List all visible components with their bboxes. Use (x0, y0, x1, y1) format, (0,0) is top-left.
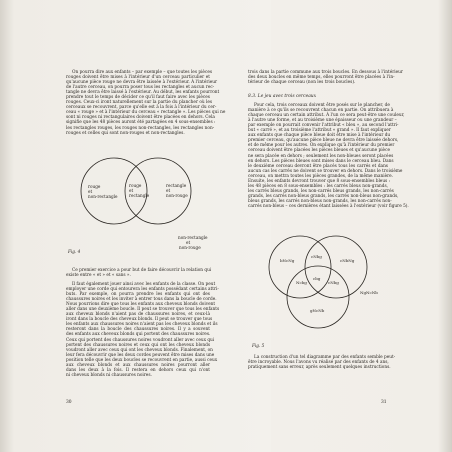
text-line: Il faut également jouer ainsi avec les enfants de la classe. On peut (72, 282, 216, 287)
text-line: bleus grands, les carrés non-bleus non-grands, les non-carrés non- (248, 198, 392, 204)
text-line: ni cheveux blonds ni chaussures noires. (66, 372, 152, 378)
text-line: rouges et celles qui sont non-rouges et non-rectangles. (66, 130, 185, 136)
label-center: rouge et rectangle (129, 183, 150, 198)
text-line: Pour cela, trois cerceaux doivent être posés sur le plancher, de (254, 103, 390, 109)
text-line: ceau « rouge » et à l'intérieur du cerceau « rectangle ». Les pièces qui ne (66, 110, 226, 116)
text-line: employer une corde qui entourera les enfants possédant certains attri- (66, 287, 219, 293)
text-line: manière à ce qu'ils se recouvrent chacun en partie. On attribuera à (248, 108, 394, 114)
text-line: Nous pourrions dire que tous les enfants aux cheveux blonds doivent (66, 302, 216, 308)
label-mid-right: cNbg (328, 280, 339, 285)
page-number: 31 (381, 400, 387, 405)
text-line: aucun cas les carrés ne doivent se trouver en dehors. Dans le troisième (248, 168, 403, 174)
text-line: La construction d'un tel diagramme par des enfants semble peut- (254, 355, 396, 360)
text-line: dans les deux à la fois. Il restera en dehors ceux qui n'ont (66, 367, 210, 373)
label-outside: non-rectangle et non-rouge (178, 235, 208, 250)
left-paragraph-2 (66, 268, 210, 278)
text-line: aux cheveux blonds et aux chaussures noires pourront aller (66, 362, 210, 368)
text-line: Ensuite, les enfants devront trouver que 8 sous-ensembles bleus : (248, 178, 391, 184)
text-line: aux cheveux blonds n'aient pas de chaussures noires, et ceux-là (66, 312, 210, 318)
text-line: ne sera placée en dehors ; seulement les non-bleues seront placées (248, 153, 394, 159)
text-line: qu'aucune pièce rouge ne devra être laissée à l'extérieur. À l'intérieur (66, 80, 218, 86)
right-section (248, 90, 409, 209)
label-top-left: bNcNg (280, 258, 295, 263)
section-heading: 8.3. Le jeu avec trois cerceaux (248, 94, 317, 99)
figure-caption: Fig. 4 (68, 249, 81, 254)
text-line: des enfants aux cheveux blonds qui portent des chaussures noires. (66, 332, 211, 338)
text-line: trois dans la partie commune aux trois boucles. En dessous à l'intérieur (248, 70, 403, 75)
text-line: cerceaux se recouvrent, parce qu'elle est à la fois à l'intérieur du cer- (66, 105, 217, 111)
text-line: existe entre « et » et « sans ». (66, 273, 131, 279)
text-line: leur fera découvrir que les deux cordes peuvent être mises dans une (66, 352, 215, 358)
text-line: de l'autre cerceau, on pourra poser tous les rectangles et aucun rec- (66, 85, 215, 91)
text-line: aux enfants que chaque pièce bleue doit être mise à l'intérieur du (248, 133, 391, 139)
text-line: être incroyable. Nous l'avons vu réalisé par des enfants de 4 ans, (248, 360, 389, 366)
text-line: premier cerceau, qu'aucune pièce bleue ne devra être laissée dehors, (248, 138, 399, 144)
figure-caption: Fig. 5 (252, 343, 265, 348)
label-top-center: cNbg (311, 254, 322, 259)
text-line: carrés non-bleus – ces dernières étant laissées à l'extérieur (voir figure 5). (248, 203, 409, 209)
text-line: but « carré », et au troisième l'attribut « grand ». Il faut expliquer (248, 128, 391, 134)
text-line: tangle ne devra être laissé à l'extérieur. Au début, les enfants pourront (66, 90, 220, 96)
left-paragraph-3 (66, 282, 220, 378)
text-line: pratiquement sans erreur, après seulement quelques instructions. (248, 365, 391, 371)
three-circle-venn-diagram (248, 222, 398, 342)
text-line: signifie que les 48 pièces auront été partagées en 4 sous-ensembles : (66, 120, 216, 126)
circle-bleu (269, 236, 331, 298)
text-line: rouges doivent être mises à l'intérieur d'un cerceau particulier et (66, 75, 210, 81)
label-bottom: gNcNb (310, 308, 325, 313)
text-line: les carrés bleus grands, les non-carrés bleus grands, les non-carrés (248, 188, 394, 194)
text-line: buts. Par exemple, on pourra prendre les enfants qui ont des (66, 292, 210, 298)
text-line: cerceau, on mettra toutes les pièces grandes, de la même manière. (248, 173, 393, 179)
two-circle-venn-diagram (66, 140, 216, 270)
text-line: rouges. Ceux-ci iront naturellement sur la partie du plancher où les (66, 100, 213, 106)
text-line: aller dans une deuxième boucle. Il peut se trouver que tous les enfants (66, 307, 220, 313)
right-page (226, 0, 452, 452)
label-mid-left: Ncbg (296, 280, 307, 285)
text-line: Ceux qui portent des chaussures noires voudront aller avec ceux qui (66, 337, 215, 343)
text-line: des deux boucles en même temps, elles pourront être placées à l'in- (248, 75, 395, 81)
text-line: à l'autre une forme, et au troisième une épaisseur ou une grandeur – (248, 118, 397, 124)
text-line: position telle que les deux boucles se recouvrent en partie, aussi ceux (66, 357, 218, 363)
text-line: térieur de chaque cerceau (non les trois boucles). (248, 80, 356, 86)
text-line: prendre tout le temps de décider ce qu'il faut faire avec les pièces (66, 95, 210, 101)
right-paragraph-1 (248, 70, 403, 86)
text-line: voudront aller avec ceux qui ont les cheveux blonds. Finalement, on (66, 347, 213, 353)
circle-rectangle (125, 158, 191, 224)
left-paragraph-1 (66, 70, 226, 136)
text-line: sont ni rouges ni rectangulaires doivent être placées en dehors. Cela (66, 115, 215, 121)
circle-carre (305, 236, 367, 298)
text-line: Ce premier exercice a pour but de faire découvrir la relation qui (72, 268, 212, 273)
label-left: rouge et non-rectangle (88, 184, 118, 199)
text-line: resteront dans la boucle des chaussures noires. Il y a souvent (66, 327, 210, 333)
label-right: rectangle et non-rouge (166, 183, 188, 198)
text-line: On pourra dire aux enfants – par exemple – que toutes les pièces (72, 70, 213, 75)
text-line: le deuxième cerceau devront être placés tous les carrés et dans (248, 163, 388, 169)
text-line: grands, les carrés non-bleus grands, les carrés non-bleus non-grands, (248, 193, 399, 199)
label-right-outer: NgNcNb (360, 290, 378, 295)
page-number: 30 (66, 400, 72, 405)
text-line: iront dans la boucle des cheveux blonds. Il peut se trouver que tous (66, 317, 213, 323)
label-center: cbg (313, 276, 321, 281)
text-line: par exemple on pourrait convenir l'attribut « bleu », au second l'attri- (248, 123, 399, 129)
text-line: chaussures noires et les inviter à entrer tous dans la boucle de corde. (66, 297, 217, 303)
label-top-right: cNbNg (340, 258, 355, 263)
text-line: en dehors. Les pièces bleues sont mises dans le cerceau bleu. Dans (248, 158, 394, 164)
text-line: les 48 pièces en 8 sous-ensembles : les carrés bleus non-grands, (248, 183, 388, 189)
right-paragraph-3 (248, 355, 396, 371)
text-line: chaque cerceau un certain attribut. À l'un ce sera peut-être une couleur, (248, 113, 405, 119)
text-line: les enfants aux chaussures noires n'aient pas les cheveux blonds et ils (66, 322, 218, 328)
text-line: et de même pour les autres. On explique qu'à l'intérieur du premier (248, 143, 395, 149)
text-line: portent des chaussures noires et ceux qui ont les cheveux blonds (66, 342, 210, 348)
text-line: cerceau doivent être placées les pièces bleues et qu'aucune pièce (248, 148, 390, 154)
text-line: les rectangles rouges, les rouges non-rectangles, les rectangles non- (66, 125, 215, 131)
